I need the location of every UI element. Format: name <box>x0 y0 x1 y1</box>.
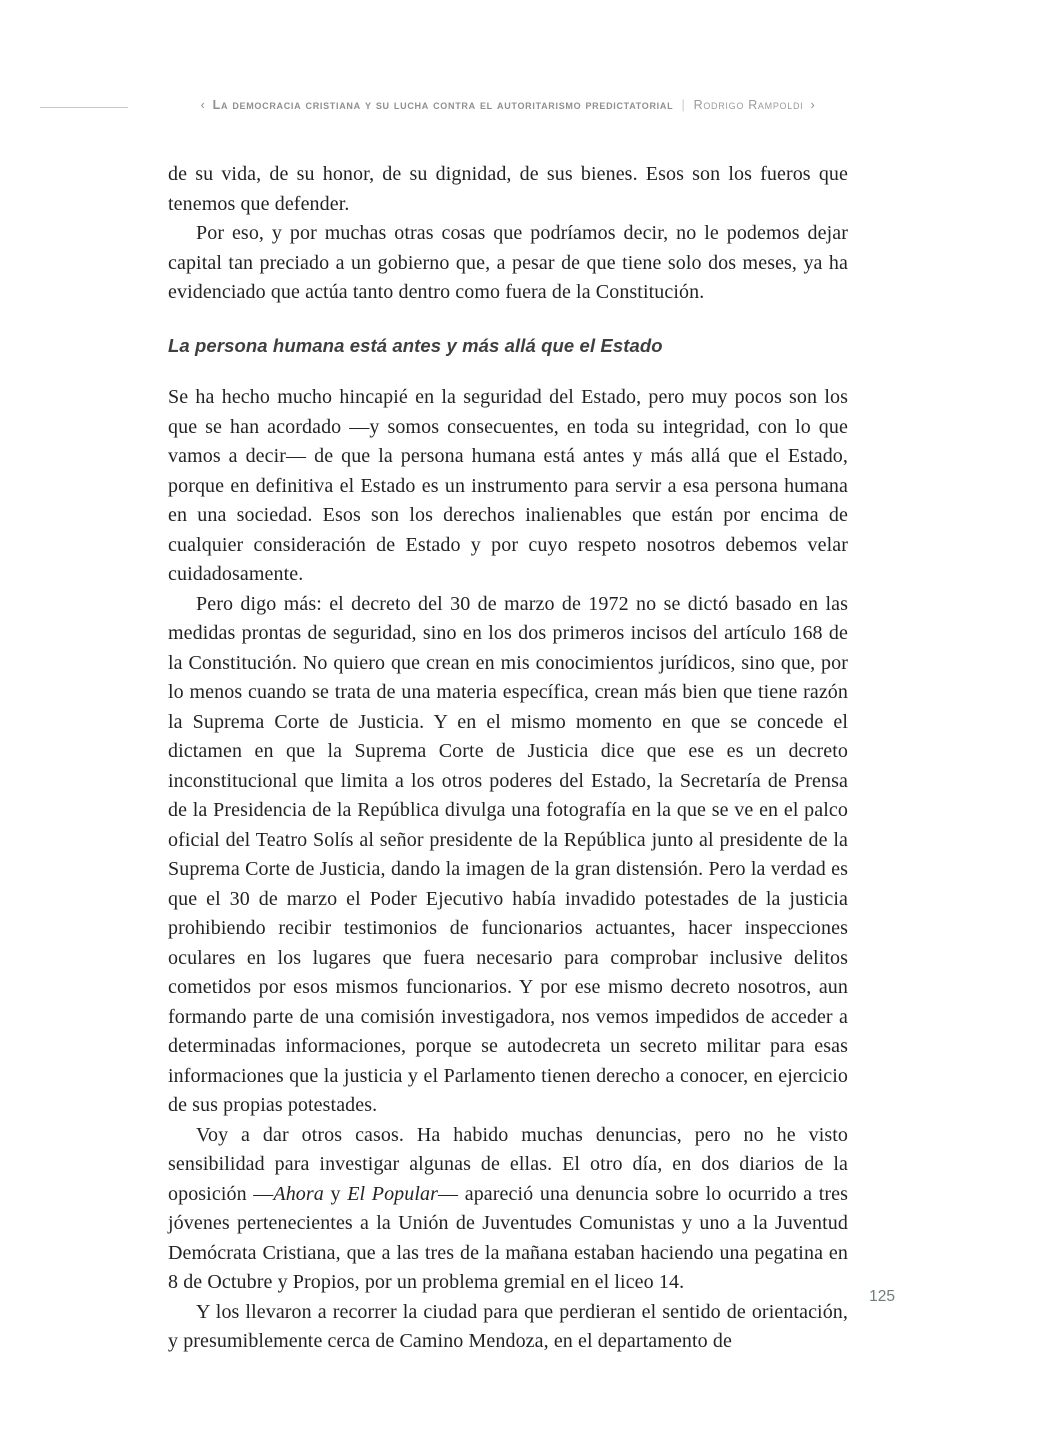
header-divider: | <box>681 98 686 112</box>
page-number: 125 <box>869 1288 895 1305</box>
italic-text-run: Ahora <box>273 1182 324 1205</box>
body-paragraph <box>168 383 848 590</box>
body-paragraph <box>168 160 848 219</box>
body-paragraph <box>168 1121 848 1298</box>
italic-text-run: El Popular <box>347 1182 439 1205</box>
body-paragraph <box>168 1298 848 1357</box>
header-close-angle-mark: › <box>810 98 816 112</box>
text-run: Voy a dar otros casos. Ha habido muchas denuncias, pero no he visto sensibilidad para investigar algunas de ellas. El otro día, en dos diarios de la oposición — <box>168 1123 848 1205</box>
header-chapter-title: La democracia cristiana y su lucha contra el autoritarismo predictatorial <box>212 98 674 112</box>
text-run: La persona humana está antes y más allá que el Estado <box>168 334 663 356</box>
text-run: Y los llevaron a recorrer la ciudad para que perdieran el sentido de orientación, y presumiblemente cerca de Camino Mendoza, en el departamento de <box>168 1300 848 1352</box>
text-run: Pero digo más: el decreto del 30 de marzo de 1972 no se dictó basado en las medidas prontas de seguridad, sino en los dos primeros incisos del artículo 168 de la Constitución. No quiero que crean en mis conocimientos jurídicos, sino que, por lo menos cuando se trata de una materia específica, crean más bien que tiene razón la Suprema Corte de Justicia. Y en el mismo momento en que se concede el dictamen en que la Suprema Corte de Justicia dice que ese es un decreto inconstitucional que limita a los otros poderes del Estado, la Secretaría de Prensa de la Presidencia de la República divulga una fotografía en la que se ve en el palco oficial del Teatro Solís al señor presidente de la República junto al presidente de la Suprema Corte de Justicia, dando la imagen de la gran distensión. Pero la verdad es que el 30 de marzo el Poder Ejecutivo había invadido potestades de la justicia prohibiendo recibir testimonios de funcionarios actuantes, hacer inspecciones oculares en los lugares que fuera necesario para comprobar inclusive delitos cometidos por esos mismos funcionarios. Y por ese mismo decreto nosotros, aun formando parte de una comisión investigadora, nos vemos impedidos de acceder a determinadas informaciones, porque se autodecreta un secreto militar para esas informaciones que la justicia y el Parlamento tienen derecho a conocer, en ejercicio de sus propias potestades. <box>168 592 848 1116</box>
text-run: Por eso, y por muchas otras cosas que podríamos decir, no le podemos dejar capital tan preciado a un gobierno que, a pesar de que tiene solo dos meses, ya ha evidenciado que actúa tanto dentro como fuera de la Constitución. <box>168 222 848 303</box>
text-run: y <box>323 1182 348 1205</box>
page-text-block <box>168 160 848 1357</box>
header-open-angle-mark: ‹ <box>200 98 206 112</box>
running-header <box>0 98 1048 118</box>
body-paragraph <box>168 219 848 308</box>
text-run: Se ha hecho mucho hincapié en la seguridad del Estado, pero muy pocos son los que se han acordado —y somos consecuentes, en toda su integridad, con lo que vamos a decir— de que la persona humana está antes y más allá que el Estado, porque en definitiva el Estado es un instrumento para servir a esa persona humana en una sociedad. Esos son los derechos inalienables que están por encima de cualquier consideración de Estado y por cuyo respeto nosotros debemos velar cuidadosamente. <box>168 386 848 585</box>
text-run: — apareció una denuncia sobre lo ocurrido a tres jóvenes pertenecientes a la Unión de Juventudes Comunistas y uno a la Juventud Demócrata Cristiana, que a las tres de la mañana estaban haciendo una pegatina en 8 de Octubre y Propios, por un problema gremial en el liceo 14. <box>168 1182 848 1293</box>
section-subheading <box>168 331 848 361</box>
text-run: de su vida, de su honor, de su dignidad, de sus bienes. Esos son los fueros que tenemos que defender. <box>168 163 848 215</box>
header-text <box>168 98 848 112</box>
header-author-name: Rodrigo Rampoldi <box>693 98 804 112</box>
body-paragraph <box>168 590 848 1121</box>
header-rule-line <box>40 107 128 108</box>
